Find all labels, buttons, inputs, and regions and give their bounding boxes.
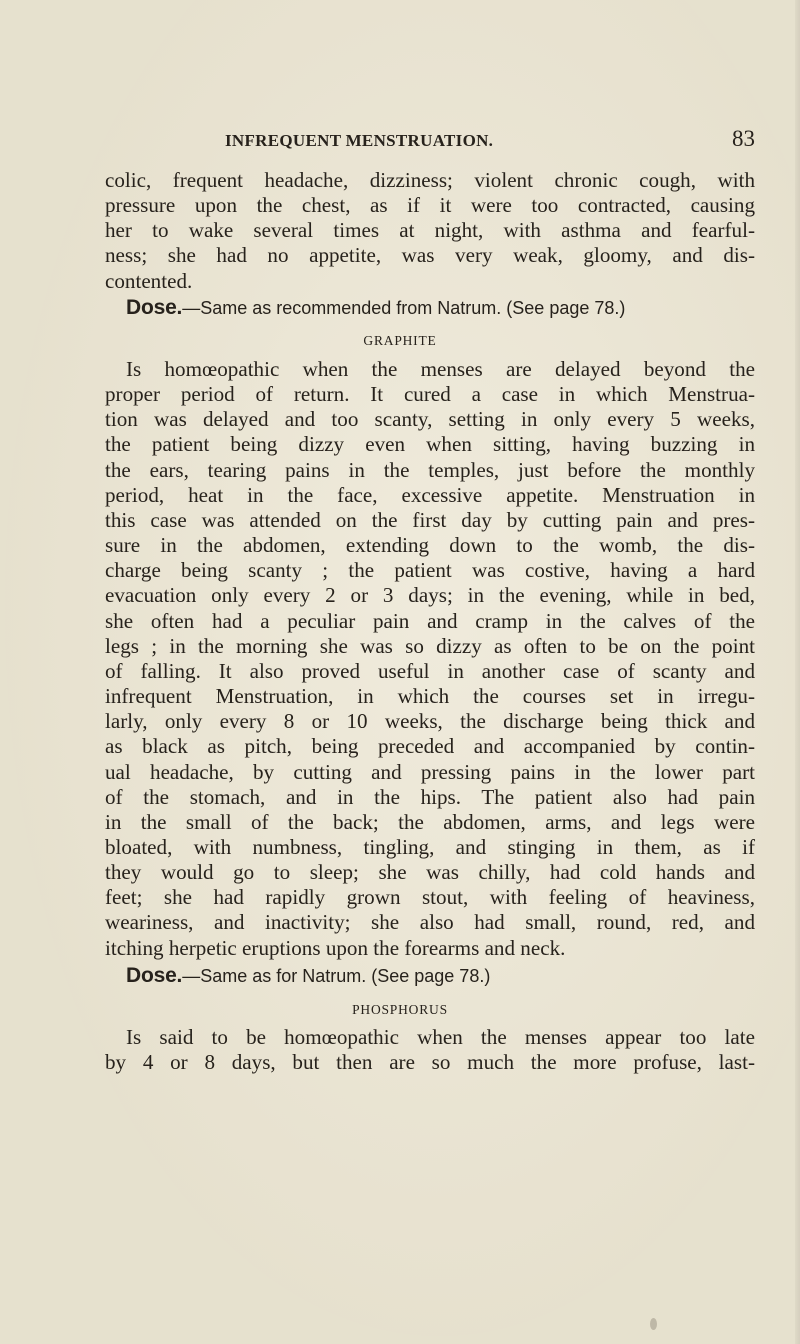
dose-text: —Same as for Natrum. (See page 78.) xyxy=(182,966,491,986)
page-number: 83 xyxy=(732,126,755,151)
text-line: Is said to be homœopathic when the menses appear too late xyxy=(126,1025,755,1049)
text-line: weariness, and inactivity; she also had small, round, red, and xyxy=(105,910,755,935)
text-line: she often had a peculiar pain and cramp in the calves of the xyxy=(105,608,755,633)
section-heading-phosphorus: PHOSPHORUS xyxy=(352,1002,448,1017)
dose-line-1 xyxy=(126,296,625,320)
text-line: larly, only every 8 or 10 weeks, the discharge being thick and xyxy=(105,709,755,734)
page-edge-shadow xyxy=(795,0,800,1344)
text-line: colic, frequent headache, dizziness; violent chronic cough, with xyxy=(105,168,755,192)
page-header xyxy=(225,126,755,159)
text-line: evacuation only every 2 or 3 days; in the evening, while in bed, xyxy=(105,583,755,608)
text-line: this case was attended on the first day by cutting pain and pres- xyxy=(105,507,755,532)
text-line: the ears, tearing pains in the temples, just before the monthly xyxy=(105,457,755,482)
section-heading-graphite: GRAPHITE xyxy=(363,333,437,348)
text-line: her to wake several times at night, with asthma and fearful- xyxy=(105,218,755,243)
text-line: ness; she had no appetite, was very weak, gloomy, and dis- xyxy=(105,243,755,268)
text-line: in the small of the back; the abdomen, arms, and legs were xyxy=(105,809,755,834)
paragraph-colic xyxy=(105,168,755,294)
dose-line-2 xyxy=(126,964,490,988)
running-title: INFREQUENT MENSTRUATION. xyxy=(225,131,494,150)
text-line: charge being scanty ; the patient was costive, having a hard xyxy=(105,558,755,583)
text-line: proper period of return. It cured a case in which Menstrua- xyxy=(105,382,755,407)
dose-label: Dose. xyxy=(126,964,183,987)
text-line: tion was delayed and too scanty, setting in only every 5 weeks, xyxy=(105,407,755,432)
text-line: they would go to sleep; she was chilly, had cold hands and xyxy=(105,860,755,885)
dose-label: Dose. xyxy=(126,296,183,319)
text-line: itching herpetic eruptions upon the forearms and neck. xyxy=(105,935,566,960)
text-line: infrequent Menstruation, in which the courses set in irregu- xyxy=(105,684,755,709)
text-line: period, heat in the face, excessive appetite. Menstruation in xyxy=(105,482,755,507)
paragraph-phosphorus xyxy=(105,1025,755,1075)
text-line: of falling. It also proved useful in another case of scanty and xyxy=(105,658,755,683)
text-line: sure in the abdomen, extending down to the womb, the dis- xyxy=(105,533,755,558)
text-line: feet; she had rapidly grown stout, with feeling of heaviness, xyxy=(105,885,755,910)
text-line: bloated, with numbness, tingling, and stinging in them, as if xyxy=(105,834,755,859)
paper-spot xyxy=(650,1318,657,1330)
text-line: legs ; in the morning she was so dizzy as often to be on the point xyxy=(105,633,755,658)
paragraph-graphite xyxy=(105,357,755,961)
text-line: contented. xyxy=(105,268,193,293)
text-line: pressure upon the chest, as if it were too contracted, causing xyxy=(105,193,755,218)
text-line: as black as pitch, being preceded and accompanied by contin- xyxy=(105,734,755,759)
text-line: by 4 or 8 days, but then are so much the more profuse, last- xyxy=(105,1050,755,1075)
dose-text: —Same as recommended from Natrum. (See page 78.) xyxy=(182,298,626,318)
text-line: ual headache, by cutting and pressing pains in the lower part xyxy=(105,759,755,784)
text-line: the patient being dizzy even when sitting, having buzzing in xyxy=(105,432,755,457)
text-line: Is homœopathic when the menses are delayed beyond the xyxy=(126,357,755,381)
text-line: of the stomach, and in the hips. The patient also had pain xyxy=(105,784,755,809)
